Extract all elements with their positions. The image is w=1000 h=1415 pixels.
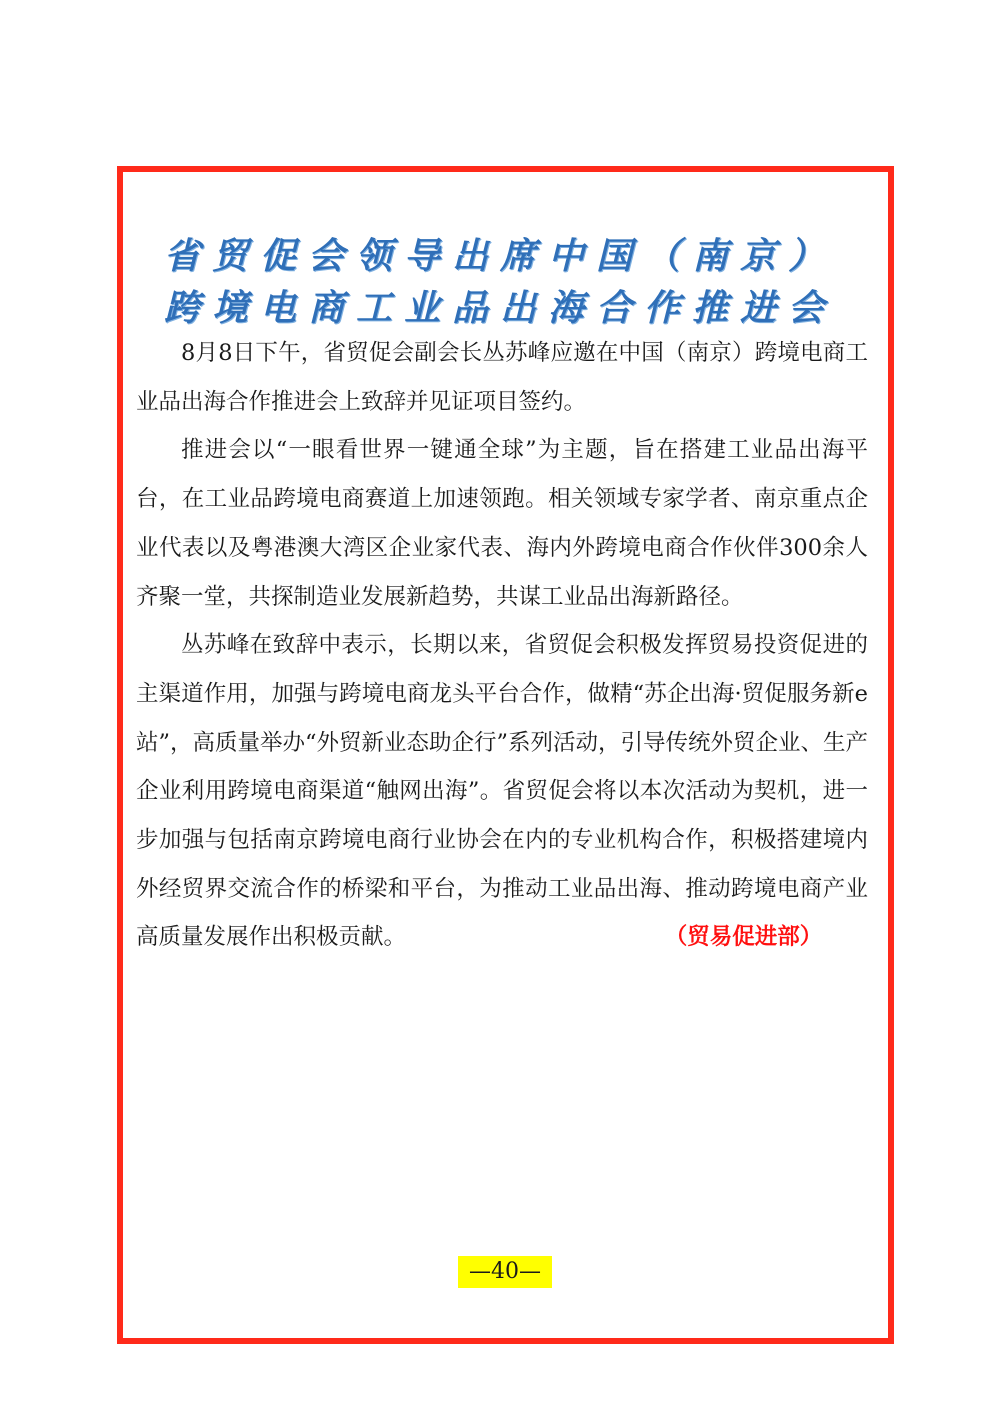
- article-title: [0, 230, 1000, 334]
- article-body: [136, 329, 868, 962]
- article-signature: （贸易促进部）: [676, 924, 823, 951]
- article-paragraph-1: 8月8日下午，省贸促会副会长丛苏峰应邀在中国（南京）跨境电商工业品出海合作推进会上致辞并见证项目签约。: [136, 340, 868, 415]
- article-paragraph-3-text: 丛苏峰在致辞中表示，长期以来，省贸促会积极发挥贸易投资促进的主渠道作用，加强与跨境电商龙头平台合作，做精“苏企出海·贸促服务新e站”，高质量举办“外贸新业态助企行”系列活动，引导传统外贸企业、生产企业利用跨境电商渠道“触网出海”。省贸促会将以本次活动为契机，进一步加强与包括南京跨境电商行业协会在内的专业机构合作，积极搭建境内外经贸界交流合作的桥梁和平台，为推动工业品出海、推动跨境电商产业高质量发展作出积极贡献。: [136, 632, 869, 951]
- article-title-line-2: 跨境电商工业品出海合作推进会: [163, 287, 836, 329]
- article-title-line-1: 省贸促会领导出席中国（南京）: [163, 235, 836, 277]
- article-paragraph-3: [136, 621, 868, 962]
- page-number: —40—: [458, 1256, 552, 1288]
- article-paragraph-2: 推进会以“一眼看世界一键通全球”为主题，旨在搭建工业品出海平台，在工业品跨境电商赛道上加速领跑。相关领域专家学者、南京重点企业代表以及粤港澳大湾区企业家代表、海内外跨境电商合作伙伴300余人齐聚一堂，共探制造业发展新趋势，共谋工业品出海新路径。: [136, 437, 868, 610]
